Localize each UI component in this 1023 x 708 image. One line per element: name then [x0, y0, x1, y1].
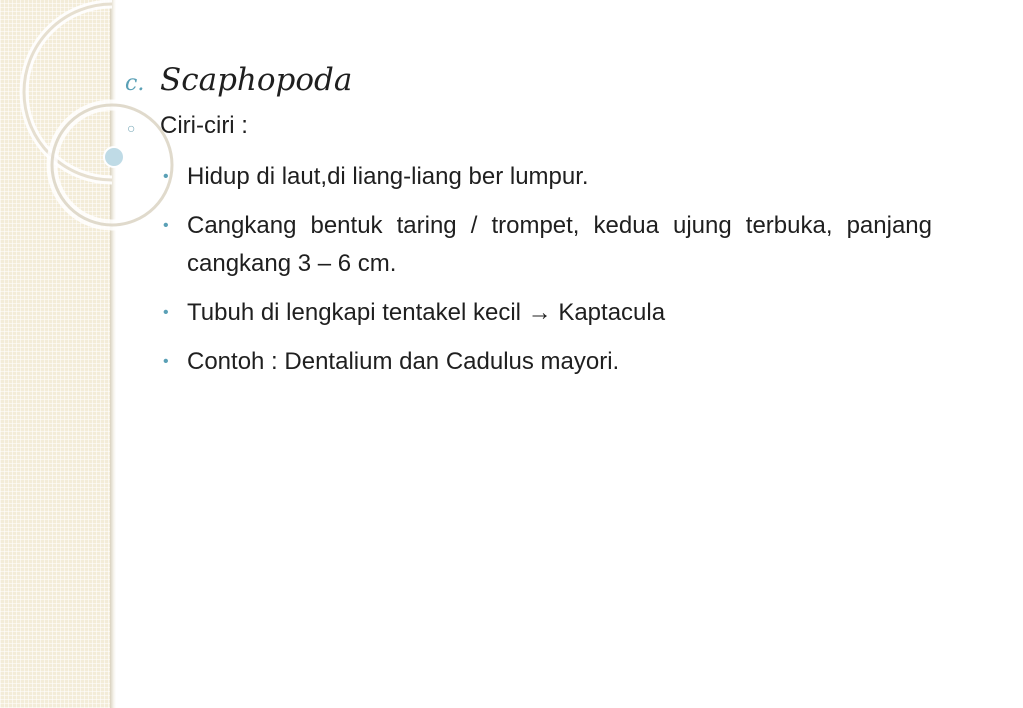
bullet-dot-icon: • — [163, 353, 169, 370]
heading-marker: c. — [125, 71, 145, 96]
list-item-text: Hidup di laut,di liang-liang ber lumpur. — [187, 163, 589, 190]
level1-row — [125, 112, 935, 158]
bullet-dot-icon: • — [163, 304, 169, 321]
heading-row — [125, 62, 935, 112]
list-item — [160, 343, 935, 381]
ring-bullet-icon: ○ — [127, 120, 136, 136]
list-item — [160, 294, 935, 332]
list-item — [160, 207, 935, 283]
slide-heading: Scaphopoda — [160, 62, 353, 98]
list-item — [160, 158, 935, 196]
list-item-text: Cangkang bentuk taring / trompet, kedua ujung terbuka, panjang cangkang 3 – 6 cm. — [187, 212, 932, 277]
list-item-text: Contoh : Dentalium dan Cadulus mayori. — [187, 348, 620, 375]
level1-text: Ciri-ciri : — [160, 112, 248, 139]
slide-content — [125, 62, 935, 392]
bullet-list — [125, 158, 935, 381]
accent-dot — [104, 147, 124, 167]
list-item-text: Tubuh di lengkapi tentakel kecil → Kaptacula — [187, 299, 666, 326]
bullet-dot-icon: • — [163, 217, 169, 234]
bullet-dot-icon: • — [163, 168, 169, 185]
